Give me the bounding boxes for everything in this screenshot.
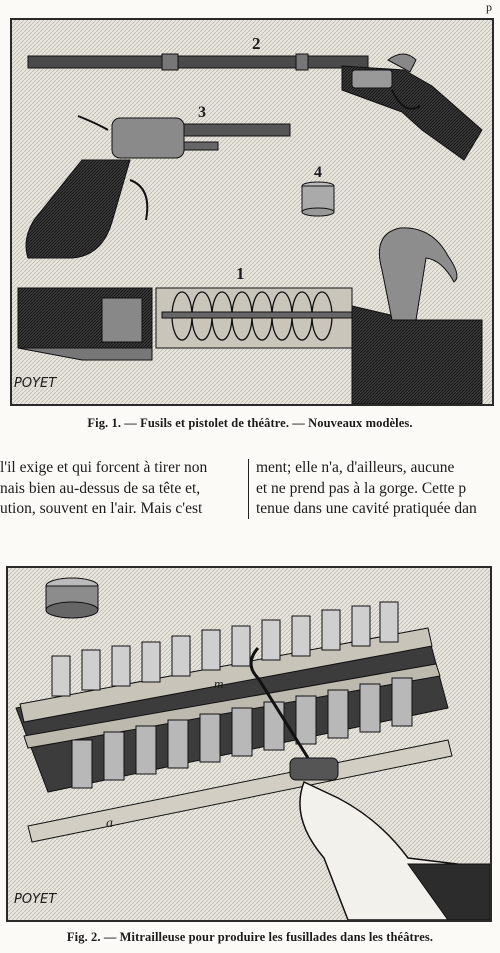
- text-column-left: [0, 458, 244, 520]
- figure-2-signature: POYET: [14, 892, 57, 907]
- figure-1-signature: POYET: [14, 376, 57, 391]
- cartridge-4: [302, 182, 334, 216]
- figure-1-caption: [0, 416, 500, 431]
- figure-1-caption-text: — Fusils et pistolet de théâtre. — Nouveaux modèles.: [121, 416, 413, 430]
- figure-1-drawing: [12, 20, 492, 404]
- figure-1-label-4: 4: [314, 164, 322, 181]
- text-column-right: [256, 458, 500, 520]
- figure-1-label-1: 1: [236, 264, 245, 283]
- figure-1-label-3: 3: [198, 104, 206, 121]
- text-line: tenue dans une cavité pratiquée dan: [256, 500, 477, 517]
- figure-2-caption-text: — Mitrailleuse pour produire les fusillades dans les théâtres.: [100, 930, 434, 944]
- figure-1-caption-lead: Fig. 1.: [87, 416, 122, 430]
- text-line: ment; elle n'a, d'ailleurs, aucune: [256, 459, 455, 476]
- figure-2-engraving: [6, 566, 492, 922]
- figure-2-caption: [0, 930, 500, 945]
- figure-1-engraving: [10, 18, 494, 406]
- figure-2-drawing: [8, 568, 490, 920]
- text-line: ution, souvent en l'air. Mais c'est: [0, 500, 203, 517]
- figure-2-caption-lead: Fig. 2.: [66, 930, 101, 944]
- figure-1-label-2: 2: [252, 34, 261, 53]
- figure-2-label-a: a: [106, 816, 113, 831]
- text-line: nais bien au-dessus de sa tête et,: [0, 479, 201, 497]
- text-line: l'il exige et qui forcent à tirer non: [0, 459, 208, 476]
- loose-cartridge: [46, 578, 98, 618]
- page-folio: p: [486, 0, 492, 14]
- column-rule: [248, 459, 249, 519]
- text-line: et ne prend pas à la gorge. Cette p: [256, 479, 467, 497]
- figure-2-label-m: m: [214, 676, 224, 691]
